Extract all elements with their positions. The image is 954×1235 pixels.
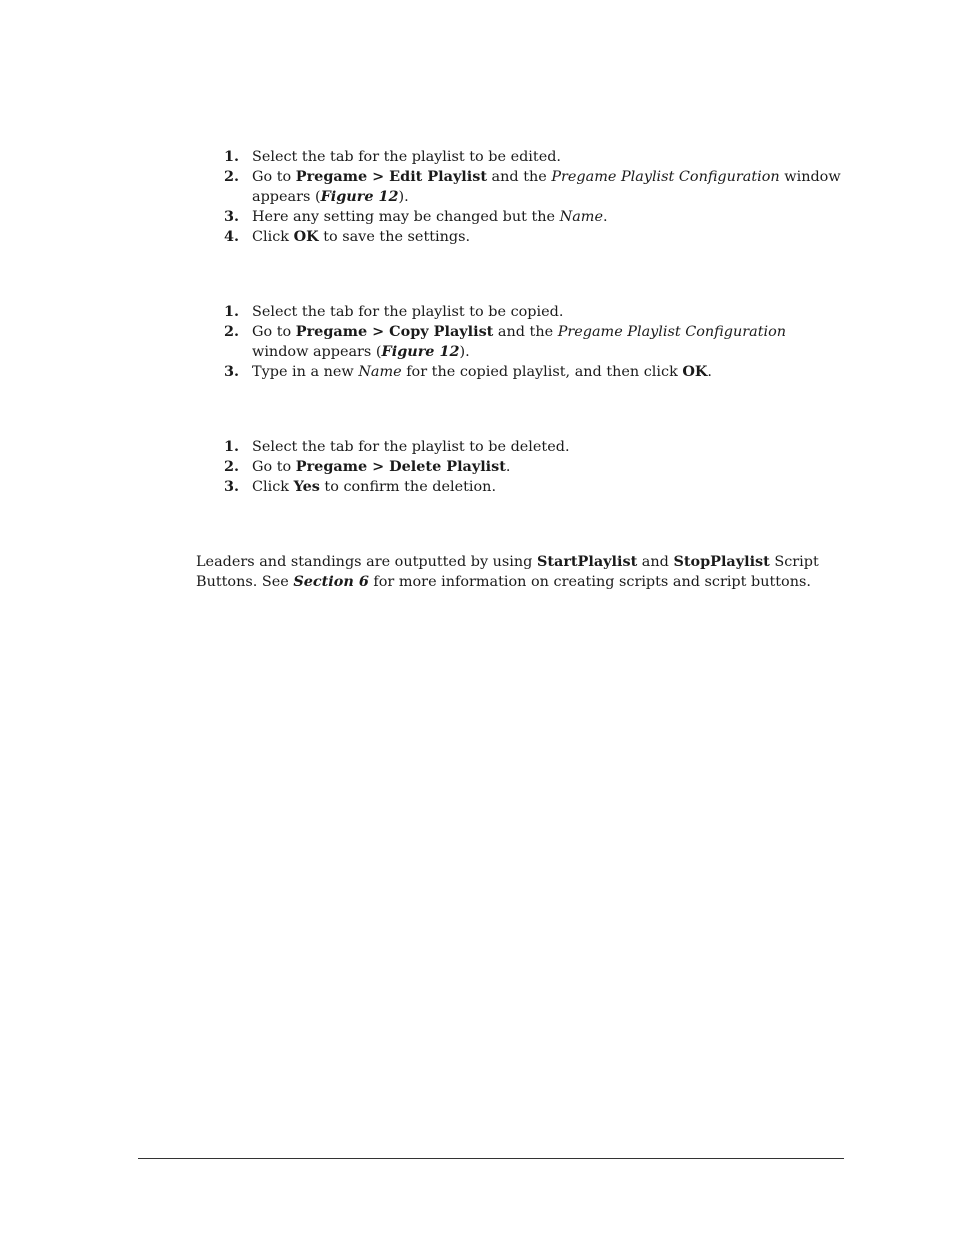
section-reference: Section 6	[293, 573, 369, 590]
step-number: 1.	[224, 303, 240, 320]
list-item: 1. Select the tab for the playlist to be copied.	[224, 303, 564, 320]
output-paragraph: Leaders and standings are outputted by using StartPlaylist and StopPlaylist Script Buttons. See Section 6 for more information on creating scripts and script buttons.	[196, 553, 819, 590]
step-number: 3.	[224, 363, 240, 380]
step-number: 1.	[224, 438, 240, 455]
step-number: 4.	[224, 228, 240, 245]
step-number: 1.	[224, 148, 240, 165]
figure-reference: Figure 12	[381, 343, 460, 360]
figure-reference: Figure 12	[320, 188, 399, 205]
field-name: Name	[358, 364, 402, 380]
step-number: 3.	[224, 478, 240, 495]
list-item: 3. Click Yes to confirm the deletion.	[224, 478, 497, 495]
list-item: 1. Select the tab for the playlist to be edited.	[224, 148, 561, 165]
button-name: Yes	[293, 478, 320, 495]
menu-path: Pregame > Edit Playlist	[295, 168, 487, 185]
step-number: 2.	[224, 323, 240, 340]
step-number: 2.	[224, 168, 240, 185]
list-item: 3. Here any setting may be changed but the Name.	[224, 208, 608, 225]
button-name: OK	[682, 363, 708, 380]
window-name: Pregame Playlist Configuration	[557, 324, 787, 340]
list-item: 4. Click OK to save the settings.	[224, 228, 471, 245]
script-button-name: StartPlaylist	[536, 553, 638, 570]
button-name: OK	[293, 228, 319, 245]
list-item: 2. Go to Pregame > Edit Playlist and the Pregame Playlist Configuration window appears (Figure 12).	[224, 168, 841, 205]
list-item: 1. Select the tab for the playlist to be deleted.	[224, 438, 570, 455]
footer-divider	[138, 1158, 844, 1159]
copy-playlist-steps	[196, 302, 846, 382]
window-name: Pregame Playlist Configuration	[551, 169, 780, 185]
list-item: 3. Type in a new Name for the copied playlist, and then click OK.	[224, 363, 712, 380]
step-number: 3.	[224, 208, 240, 225]
script-button-name: StopPlaylist	[673, 553, 770, 570]
menu-path: Pregame > Delete Playlist	[295, 458, 506, 475]
field-name: Name	[559, 209, 603, 225]
edit-playlist-steps	[196, 147, 846, 247]
step-number: 2.	[224, 458, 240, 475]
menu-path: Pregame > Copy Playlist	[295, 323, 494, 340]
list-item: 2. Go to Pregame > Copy Playlist and the Pregame Playlist Configuration window appears (Figure 12).	[224, 323, 787, 360]
delete-playlist-steps	[196, 437, 846, 497]
list-item: 2. Go to Pregame > Delete Playlist.	[224, 458, 511, 475]
